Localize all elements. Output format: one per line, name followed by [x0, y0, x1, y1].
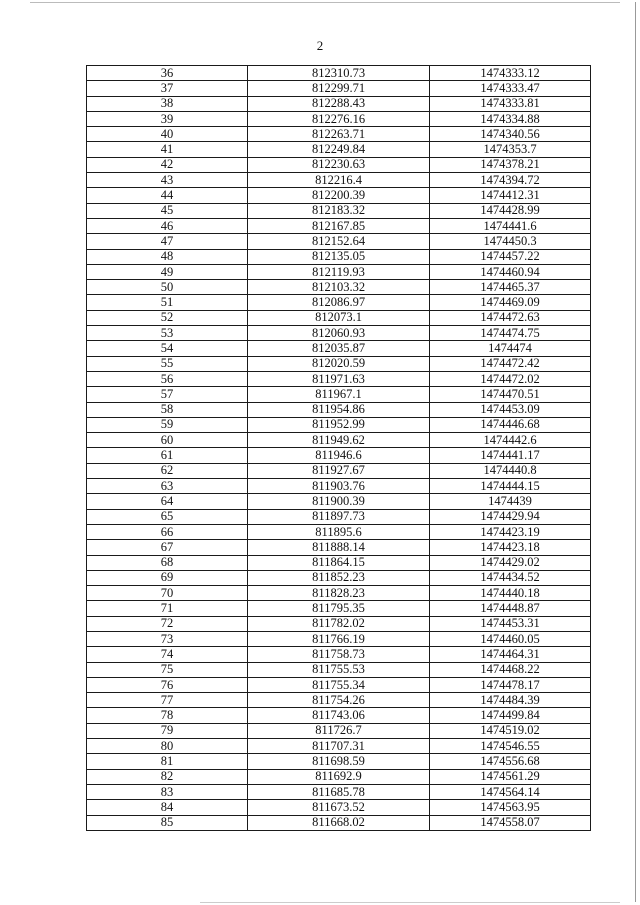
y-coordinate-cell: 1474465.37: [430, 280, 591, 295]
table-row: [87, 586, 591, 601]
x-coordinate-cell: 811952.99: [248, 417, 430, 432]
point-number-cell: 39: [87, 111, 248, 126]
table-row: [87, 295, 591, 310]
x-coordinate-cell: 812167.85: [248, 218, 430, 233]
table-row: [87, 249, 591, 264]
x-coordinate-cell: 812288.43: [248, 96, 430, 111]
x-coordinate-cell: 811766.19: [248, 631, 430, 646]
x-coordinate-cell: 811888.14: [248, 540, 430, 555]
point-number-cell: 74: [87, 647, 248, 662]
x-coordinate-cell: 811900.39: [248, 494, 430, 509]
x-coordinate-cell: 811946.6: [248, 448, 430, 463]
y-coordinate-cell: 1474468.22: [430, 662, 591, 677]
point-number-cell: 50: [87, 280, 248, 295]
point-number-cell: 85: [87, 815, 248, 830]
x-coordinate-cell: 811698.59: [248, 754, 430, 769]
y-coordinate-cell: 1474423.18: [430, 540, 591, 555]
y-coordinate-cell: 1474446.68: [430, 417, 591, 432]
y-coordinate-cell: 1474440.18: [430, 586, 591, 601]
point-number-cell: 47: [87, 234, 248, 249]
y-coordinate-cell: 1474423.19: [430, 524, 591, 539]
point-number-cell: 54: [87, 341, 248, 356]
y-coordinate-cell: 1474460.94: [430, 264, 591, 279]
y-coordinate-cell: 1474464.31: [430, 647, 591, 662]
point-number-cell: 68: [87, 555, 248, 570]
x-coordinate-cell: 811967.1: [248, 387, 430, 402]
point-number-cell: 71: [87, 601, 248, 616]
point-number-cell: 36: [87, 66, 248, 81]
x-coordinate-cell: 812249.84: [248, 142, 430, 157]
y-coordinate-cell: 1474434.52: [430, 570, 591, 585]
x-coordinate-cell: 812310.73: [248, 66, 430, 81]
point-number-cell: 62: [87, 463, 248, 478]
table-row: [87, 540, 591, 555]
x-coordinate-cell: 811673.52: [248, 800, 430, 815]
y-coordinate-cell: 1474428.99: [430, 203, 591, 218]
x-coordinate-cell: 812020.59: [248, 356, 430, 371]
table-row: [87, 555, 591, 570]
table-row: [87, 157, 591, 172]
y-coordinate-cell: 1474453.31: [430, 616, 591, 631]
point-number-cell: 53: [87, 326, 248, 341]
x-coordinate-cell: 812299.71: [248, 81, 430, 96]
y-coordinate-cell: 1474453.09: [430, 402, 591, 417]
table-row: [87, 815, 591, 830]
y-coordinate-cell: 1474334.88: [430, 111, 591, 126]
point-number-cell: 63: [87, 479, 248, 494]
table-row: [87, 127, 591, 142]
x-coordinate-cell: 812230.63: [248, 157, 430, 172]
point-number-cell: 73: [87, 631, 248, 646]
point-number-cell: 59: [87, 417, 248, 432]
point-number-cell: 75: [87, 662, 248, 677]
table-row: [87, 417, 591, 432]
point-number-cell: 40: [87, 127, 248, 142]
y-coordinate-cell: 1474472.42: [430, 356, 591, 371]
page-number: 2: [316, 38, 324, 53]
table-row: [87, 509, 591, 524]
y-coordinate-cell: 1474429.02: [430, 555, 591, 570]
y-coordinate-cell: 1474474: [430, 341, 591, 356]
point-number-cell: 56: [87, 371, 248, 386]
table-row: [87, 769, 591, 784]
table-row: [87, 433, 591, 448]
x-coordinate-cell: 811927.67: [248, 463, 430, 478]
table-row: [87, 96, 591, 111]
point-number-cell: 76: [87, 677, 248, 692]
point-number-cell: 61: [87, 448, 248, 463]
point-number-cell: 42: [87, 157, 248, 172]
point-number-cell: 45: [87, 203, 248, 218]
x-coordinate-cell: 812119.93: [248, 264, 430, 279]
point-number-cell: 41: [87, 142, 248, 157]
x-coordinate-cell: 812276.16: [248, 111, 430, 126]
table-row: [87, 280, 591, 295]
y-coordinate-cell: 1474561.29: [430, 769, 591, 784]
point-number-cell: 66: [87, 524, 248, 539]
x-coordinate-cell: 811903.76: [248, 479, 430, 494]
table-row: [87, 218, 591, 233]
x-coordinate-cell: 812183.32: [248, 203, 430, 218]
y-coordinate-cell: 1474442.6: [430, 433, 591, 448]
point-number-cell: 43: [87, 173, 248, 188]
x-coordinate-cell: 811895.6: [248, 524, 430, 539]
x-coordinate-cell: 811754.26: [248, 693, 430, 708]
point-number-cell: 60: [87, 433, 248, 448]
table-row: [87, 310, 591, 325]
x-coordinate-cell: 811726.7: [248, 723, 430, 738]
table-row: [87, 111, 591, 126]
point-number-cell: 64: [87, 494, 248, 509]
y-coordinate-cell: 1474472.63: [430, 310, 591, 325]
table-row: [87, 341, 591, 356]
x-coordinate-cell: 811758.73: [248, 647, 430, 662]
x-coordinate-cell: 811707.31: [248, 739, 430, 754]
point-number-cell: 44: [87, 188, 248, 203]
y-coordinate-cell: 1474353.7: [430, 142, 591, 157]
y-coordinate-cell: 1474558.07: [430, 815, 591, 830]
table-row: [87, 570, 591, 585]
table-row: [87, 66, 591, 81]
table-row: [87, 402, 591, 417]
scan-edge-top: [30, 2, 620, 3]
point-number-cell: 79: [87, 723, 248, 738]
table-row: [87, 494, 591, 509]
table-row: [87, 677, 591, 692]
y-coordinate-cell: 1474441.17: [430, 448, 591, 463]
y-coordinate-cell: 1474444.15: [430, 479, 591, 494]
x-coordinate-cell: 811668.02: [248, 815, 430, 830]
point-number-cell: 57: [87, 387, 248, 402]
x-coordinate-cell: 811954.86: [248, 402, 430, 417]
y-coordinate-cell: 1474448.87: [430, 601, 591, 616]
point-number-cell: 46: [87, 218, 248, 233]
x-coordinate-cell: 811795.35: [248, 601, 430, 616]
x-coordinate-cell: 812086.97: [248, 295, 430, 310]
y-coordinate-cell: 1474440.8: [430, 463, 591, 478]
y-coordinate-cell: 1474441.6: [430, 218, 591, 233]
table-row: [87, 203, 591, 218]
point-number-cell: 77: [87, 693, 248, 708]
y-coordinate-cell: 1474519.02: [430, 723, 591, 738]
y-coordinate-cell: 1474460.05: [430, 631, 591, 646]
point-number-cell: 38: [87, 96, 248, 111]
y-coordinate-cell: 1474478.17: [430, 677, 591, 692]
point-number-cell: 51: [87, 295, 248, 310]
point-number-cell: 84: [87, 800, 248, 815]
table-row: [87, 371, 591, 386]
x-coordinate-cell: 812035.87: [248, 341, 430, 356]
x-coordinate-cell: 812263.71: [248, 127, 430, 142]
point-number-cell: 49: [87, 264, 248, 279]
x-coordinate-cell: 811782.02: [248, 616, 430, 631]
y-coordinate-cell: 1474378.21: [430, 157, 591, 172]
x-coordinate-cell: 811755.34: [248, 677, 430, 692]
x-coordinate-cell: 811755.53: [248, 662, 430, 677]
table-row: [87, 739, 591, 754]
x-coordinate-cell: 811971.63: [248, 371, 430, 386]
point-number-cell: 81: [87, 754, 248, 769]
point-number-cell: 78: [87, 708, 248, 723]
table-row: [87, 616, 591, 631]
table-row: [87, 524, 591, 539]
y-coordinate-cell: 1474484.39: [430, 693, 591, 708]
table-row: [87, 188, 591, 203]
table-row: [87, 601, 591, 616]
y-coordinate-cell: 1474470.51: [430, 387, 591, 402]
table-row: [87, 647, 591, 662]
scan-edge-right: [635, 2, 636, 902]
table-row: [87, 326, 591, 341]
y-coordinate-cell: 1474556.68: [430, 754, 591, 769]
table-row: [87, 463, 591, 478]
table-row: [87, 479, 591, 494]
point-number-cell: 67: [87, 540, 248, 555]
y-coordinate-cell: 1474333.81: [430, 96, 591, 111]
point-number-cell: 48: [87, 249, 248, 264]
table-row: [87, 723, 591, 738]
table-row: [87, 662, 591, 677]
x-coordinate-cell: 811897.73: [248, 509, 430, 524]
x-coordinate-cell: 811828.23: [248, 586, 430, 601]
x-coordinate-cell: 812200.39: [248, 188, 430, 203]
table-row: [87, 234, 591, 249]
table-row: [87, 800, 591, 815]
y-coordinate-cell: 1474564.14: [430, 784, 591, 799]
y-coordinate-cell: 1474439: [430, 494, 591, 509]
x-coordinate-cell: 811743.06: [248, 708, 430, 723]
table-row: [87, 387, 591, 402]
table-row: [87, 754, 591, 769]
y-coordinate-cell: 1474469.09: [430, 295, 591, 310]
x-coordinate-cell: 811685.78: [248, 784, 430, 799]
table-row: [87, 142, 591, 157]
point-number-cell: 55: [87, 356, 248, 371]
point-number-cell: 72: [87, 616, 248, 631]
point-number-cell: 37: [87, 81, 248, 96]
x-coordinate-cell: 812060.93: [248, 326, 430, 341]
point-number-cell: 69: [87, 570, 248, 585]
point-number-cell: 82: [87, 769, 248, 784]
table-row: [87, 631, 591, 646]
x-coordinate-cell: 812073.1: [248, 310, 430, 325]
table-row: [87, 173, 591, 188]
table-row: [87, 81, 591, 96]
y-coordinate-cell: 1474563.95: [430, 800, 591, 815]
x-coordinate-cell: 812216.4: [248, 173, 430, 188]
y-coordinate-cell: 1474472.02: [430, 371, 591, 386]
scan-edge-bottom: [200, 902, 620, 903]
x-coordinate-cell: 811852.23: [248, 570, 430, 585]
point-number-cell: 58: [87, 402, 248, 417]
y-coordinate-cell: 1474340.56: [430, 127, 591, 142]
y-coordinate-cell: 1474333.12: [430, 66, 591, 81]
table-row: [87, 693, 591, 708]
point-number-cell: 80: [87, 739, 248, 754]
x-coordinate-cell: 812135.05: [248, 249, 430, 264]
table-row: [87, 708, 591, 723]
point-number-cell: 83: [87, 784, 248, 799]
table-row: [87, 264, 591, 279]
point-number-cell: 65: [87, 509, 248, 524]
y-coordinate-cell: 1474429.94: [430, 509, 591, 524]
x-coordinate-cell: 811864.15: [248, 555, 430, 570]
table-row: [87, 356, 591, 371]
table-row: [87, 448, 591, 463]
point-number-cell: 52: [87, 310, 248, 325]
x-coordinate-cell: 811692.9: [248, 769, 430, 784]
y-coordinate-cell: 1474457.22: [430, 249, 591, 264]
y-coordinate-cell: 1474474.75: [430, 326, 591, 341]
point-number-cell: 70: [87, 586, 248, 601]
coordinates-table-body: [87, 66, 591, 831]
y-coordinate-cell: 1474394.72: [430, 173, 591, 188]
x-coordinate-cell: 812152.64: [248, 234, 430, 249]
y-coordinate-cell: 1474499.84: [430, 708, 591, 723]
y-coordinate-cell: 1474412.31: [430, 188, 591, 203]
y-coordinate-cell: 1474333.47: [430, 81, 591, 96]
coordinates-table: [86, 65, 591, 831]
y-coordinate-cell: 1474450.3: [430, 234, 591, 249]
x-coordinate-cell: 812103.32: [248, 280, 430, 295]
table-row: [87, 784, 591, 799]
y-coordinate-cell: 1474546.55: [430, 739, 591, 754]
x-coordinate-cell: 811949.62: [248, 433, 430, 448]
